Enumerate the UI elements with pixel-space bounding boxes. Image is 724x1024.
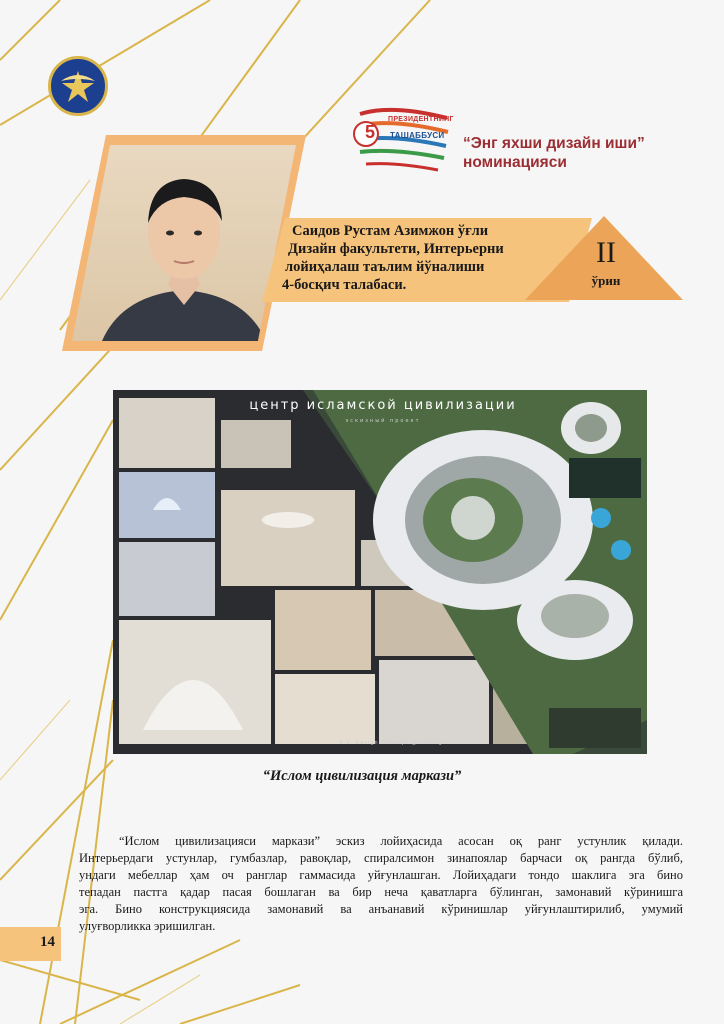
poster-subtitle: эскизный проект	[345, 418, 421, 424]
student-info	[282, 222, 558, 294]
student-program: лойиҳалаш таълим йўналиши	[285, 259, 485, 275]
student-name: Саидов Рустам Азимжон ўғли	[292, 223, 489, 239]
paragraph-line: улуғворликка эришилган.	[79, 919, 216, 933]
paragraph-line: ундаги мебеллар ҳам оч ранглар гаммасида уйғунлашган. Лойиҳадаги тондо шаклига эга бино	[79, 868, 683, 882]
student-portrait	[72, 145, 296, 341]
paragraph-line: тепадан пастга қадар пасая бошлаган ва бир неча қаватларга бўлинган, замонавий кўринишга	[79, 885, 683, 899]
badge-top-text: ПРЕЗИДЕНТНИНГ	[388, 116, 454, 123]
nomination-line-2: номинацияси	[463, 154, 567, 171]
student-year: 4-босқич талабаси.	[282, 277, 407, 293]
rank-number: II	[596, 236, 616, 269]
paragraph-line: эга. Бино конструкциясида замонавий ва анъанавий кўринишлар уйғунлаштирилиб, умумий	[79, 902, 683, 916]
eagle-star-icon	[51, 59, 105, 113]
rank-word: ўрин	[591, 273, 621, 288]
nomination-line-1: “Энг яхши дизайн иши”	[463, 135, 645, 152]
badge-bottom-text: ТАШАББУСИ	[390, 131, 445, 140]
poster-artwork	[113, 390, 647, 754]
student-faculty: Дизайн факультети, Интерьерни	[288, 241, 504, 257]
project-caption: “Ислом цивилизация маркази”	[262, 768, 462, 784]
page-number: 14	[40, 934, 55, 950]
project-poster	[113, 390, 647, 754]
poster-footer: R.S. Design Concept @rsdesign	[339, 740, 447, 746]
poster-title: центр исламской цивилизации	[249, 398, 517, 413]
paragraph-line: Интерьердаги устунлар, гумбазлар, равоқлар, спиралсимон зинапоялар барчаси оқ рангда бўлиб,	[79, 851, 683, 865]
paragraph-line: “Ислом цивилизацияси маркази” эскиз лойиҳасида асосан оқ ранг устунлик қилади.	[119, 834, 683, 848]
badge-number: 5	[364, 122, 375, 142]
university-logo	[48, 56, 108, 116]
student-photo	[72, 145, 296, 341]
project-description	[79, 833, 683, 935]
nomination-title	[463, 134, 703, 172]
